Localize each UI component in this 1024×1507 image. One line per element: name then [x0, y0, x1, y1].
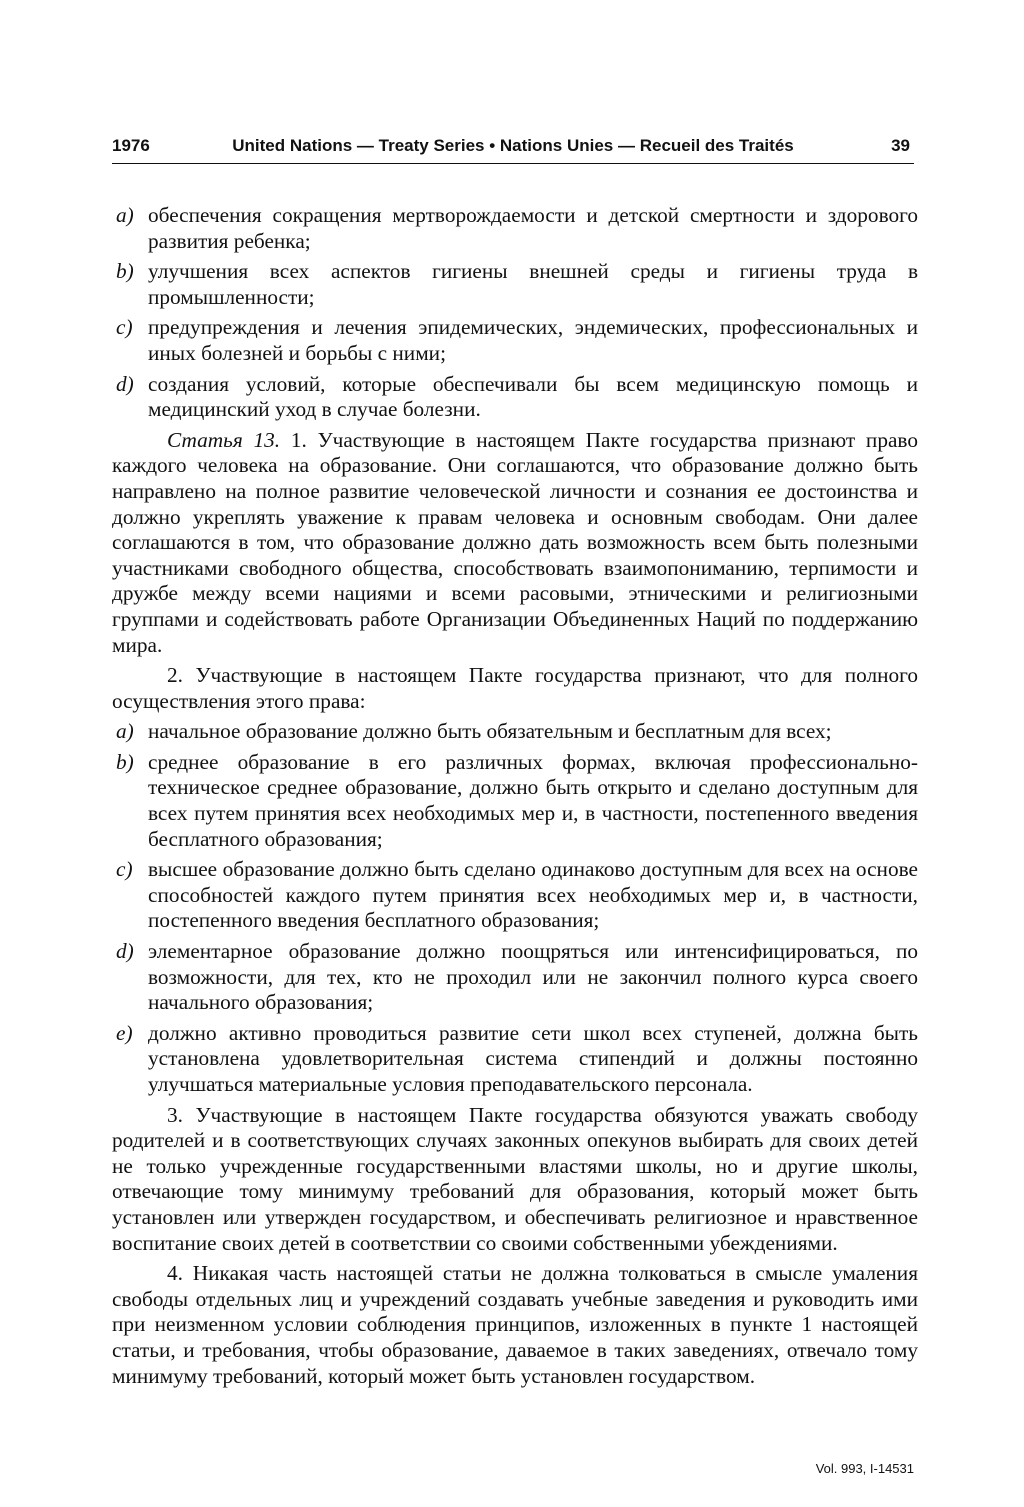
header-year: 1976: [112, 136, 150, 155]
list-item: [112, 857, 918, 934]
item-label: d): [116, 371, 134, 396]
item-label: a): [116, 719, 134, 744]
list-item: [112, 1021, 918, 1098]
item-label: e): [116, 1020, 133, 1045]
item-text: элементарное образование должно поощряться или интенсифицироваться, по возможности, для тех, кто не проходил или не закончил полного курса своего начального образования;: [148, 939, 918, 1015]
item-label: a): [116, 203, 134, 227]
item-label: b): [116, 749, 134, 774]
item-text: обеспечения сокращения мертворождаемости и детской смертности и здорового развития ребенка;: [148, 203, 918, 253]
item-label: c): [116, 315, 133, 340]
item-text: должно активно проводиться развитие сети школ всех ступеней, должна быть установлена удовлетворительная система стипендий и должны постоянно улучшаться материальные условия преподавательского персонала.: [148, 1020, 918, 1096]
article-heading: Статья 13.: [167, 427, 281, 452]
list-item: [112, 939, 918, 1016]
item-label: c): [116, 857, 133, 882]
item-text: начальное образование должно быть обязательным и бесплатным для всех;: [148, 719, 832, 744]
article-13-paragraph-1: [112, 428, 918, 658]
article-13-paragraph-2: 2. Участвующие в настоящем Пакте государства признают, что для полного осуществления этого права:: [112, 663, 918, 713]
article-13-paragraph-3: 3. Участвующие в настоящем Пакте государства обязуются уважать свободу родителей и в соответствующих случаях законных опекунов выбирать для своих детей не только учрежденные государственными властями школы, но и другие школы, отвечающие тому минимуму требований для образования, который может быть установлен или утвержден государством, и обеспечивать религиозное и нравственное воспитание своих детей в соответствии со своими собственными убеждениями.: [112, 1102, 918, 1255]
list-item: [112, 719, 918, 745]
item-text: предупреждения и лечения эпидемических, эндемических, профессиональных и иных болезней и борьбы с ними;: [148, 315, 918, 365]
item-text: среднее образование в его различных формах, включая профессионально-техническое среднее образование, должно быть открыто и сделано доступным для всех путем принятия всех необходимых мер и, в частности, постепенного введения бесплатного образования;: [148, 749, 918, 851]
item-text: создания условий, которые обеспечивали бы всем медицинскую помощь и медицинский уход в случае болезни.: [148, 371, 918, 422]
list-item: [112, 750, 918, 852]
header-title: United Nations — Treaty Series • Nations Unies — Recueil des Traités: [232, 136, 794, 155]
item-text: улучшения всех аспектов гигиены внешней среды и гигиены труда в промышленности;: [148, 259, 918, 309]
paragraph-text: 1. Участвующие в настоящем Пакте государства признают право каждого человека на образование. Они соглашаются, что образование должно быть направлено на полное развитие человеческой личности и сознания ее достоинства и должно укреплять уважение к правам человека и основным свободам. Они далее соглашаются в том, что образование должно дать возможность всем быть полезными участниками свободного общества, способствовать взаимопониманию, терпимости и дружбе между всеми нациями и всеми расовыми, этническими и религиозными группами и содействовать работе Организации Объединенных Наций по поддержанию мира.: [112, 427, 918, 657]
item-label: d): [116, 939, 134, 964]
item-text: высшее образование должно быть сделано одинаково доступным для всех на основе способностей каждого путем принятия всех необходимых мер и, в частности, постепенного введения бесплатного образования;: [148, 857, 918, 933]
document-body: [112, 203, 918, 1394]
article-13-paragraph-4: 4. Никакая часть настоящей статьи не должна толковаться в смысле умаления свободы отдельных лиц и учреждений создавать учебные заведения и руководить ими при неизменном условии соблюдения принципов, изложенных в пункте 1 настоящей статьи, и требования, чтобы образование, даваемое в таких заведениях, отвечало тому минимуму требований, который может быть установлен государством.: [112, 1261, 918, 1388]
list-item: [112, 203, 918, 254]
list-item: [112, 259, 918, 310]
list-item: [112, 372, 918, 423]
page-number: 39: [891, 136, 910, 155]
item-label: b): [116, 259, 134, 284]
list-item: [112, 315, 918, 366]
volume-reference: Vol. 993, I-14531: [815, 1461, 914, 1476]
running-header: [112, 133, 914, 164]
